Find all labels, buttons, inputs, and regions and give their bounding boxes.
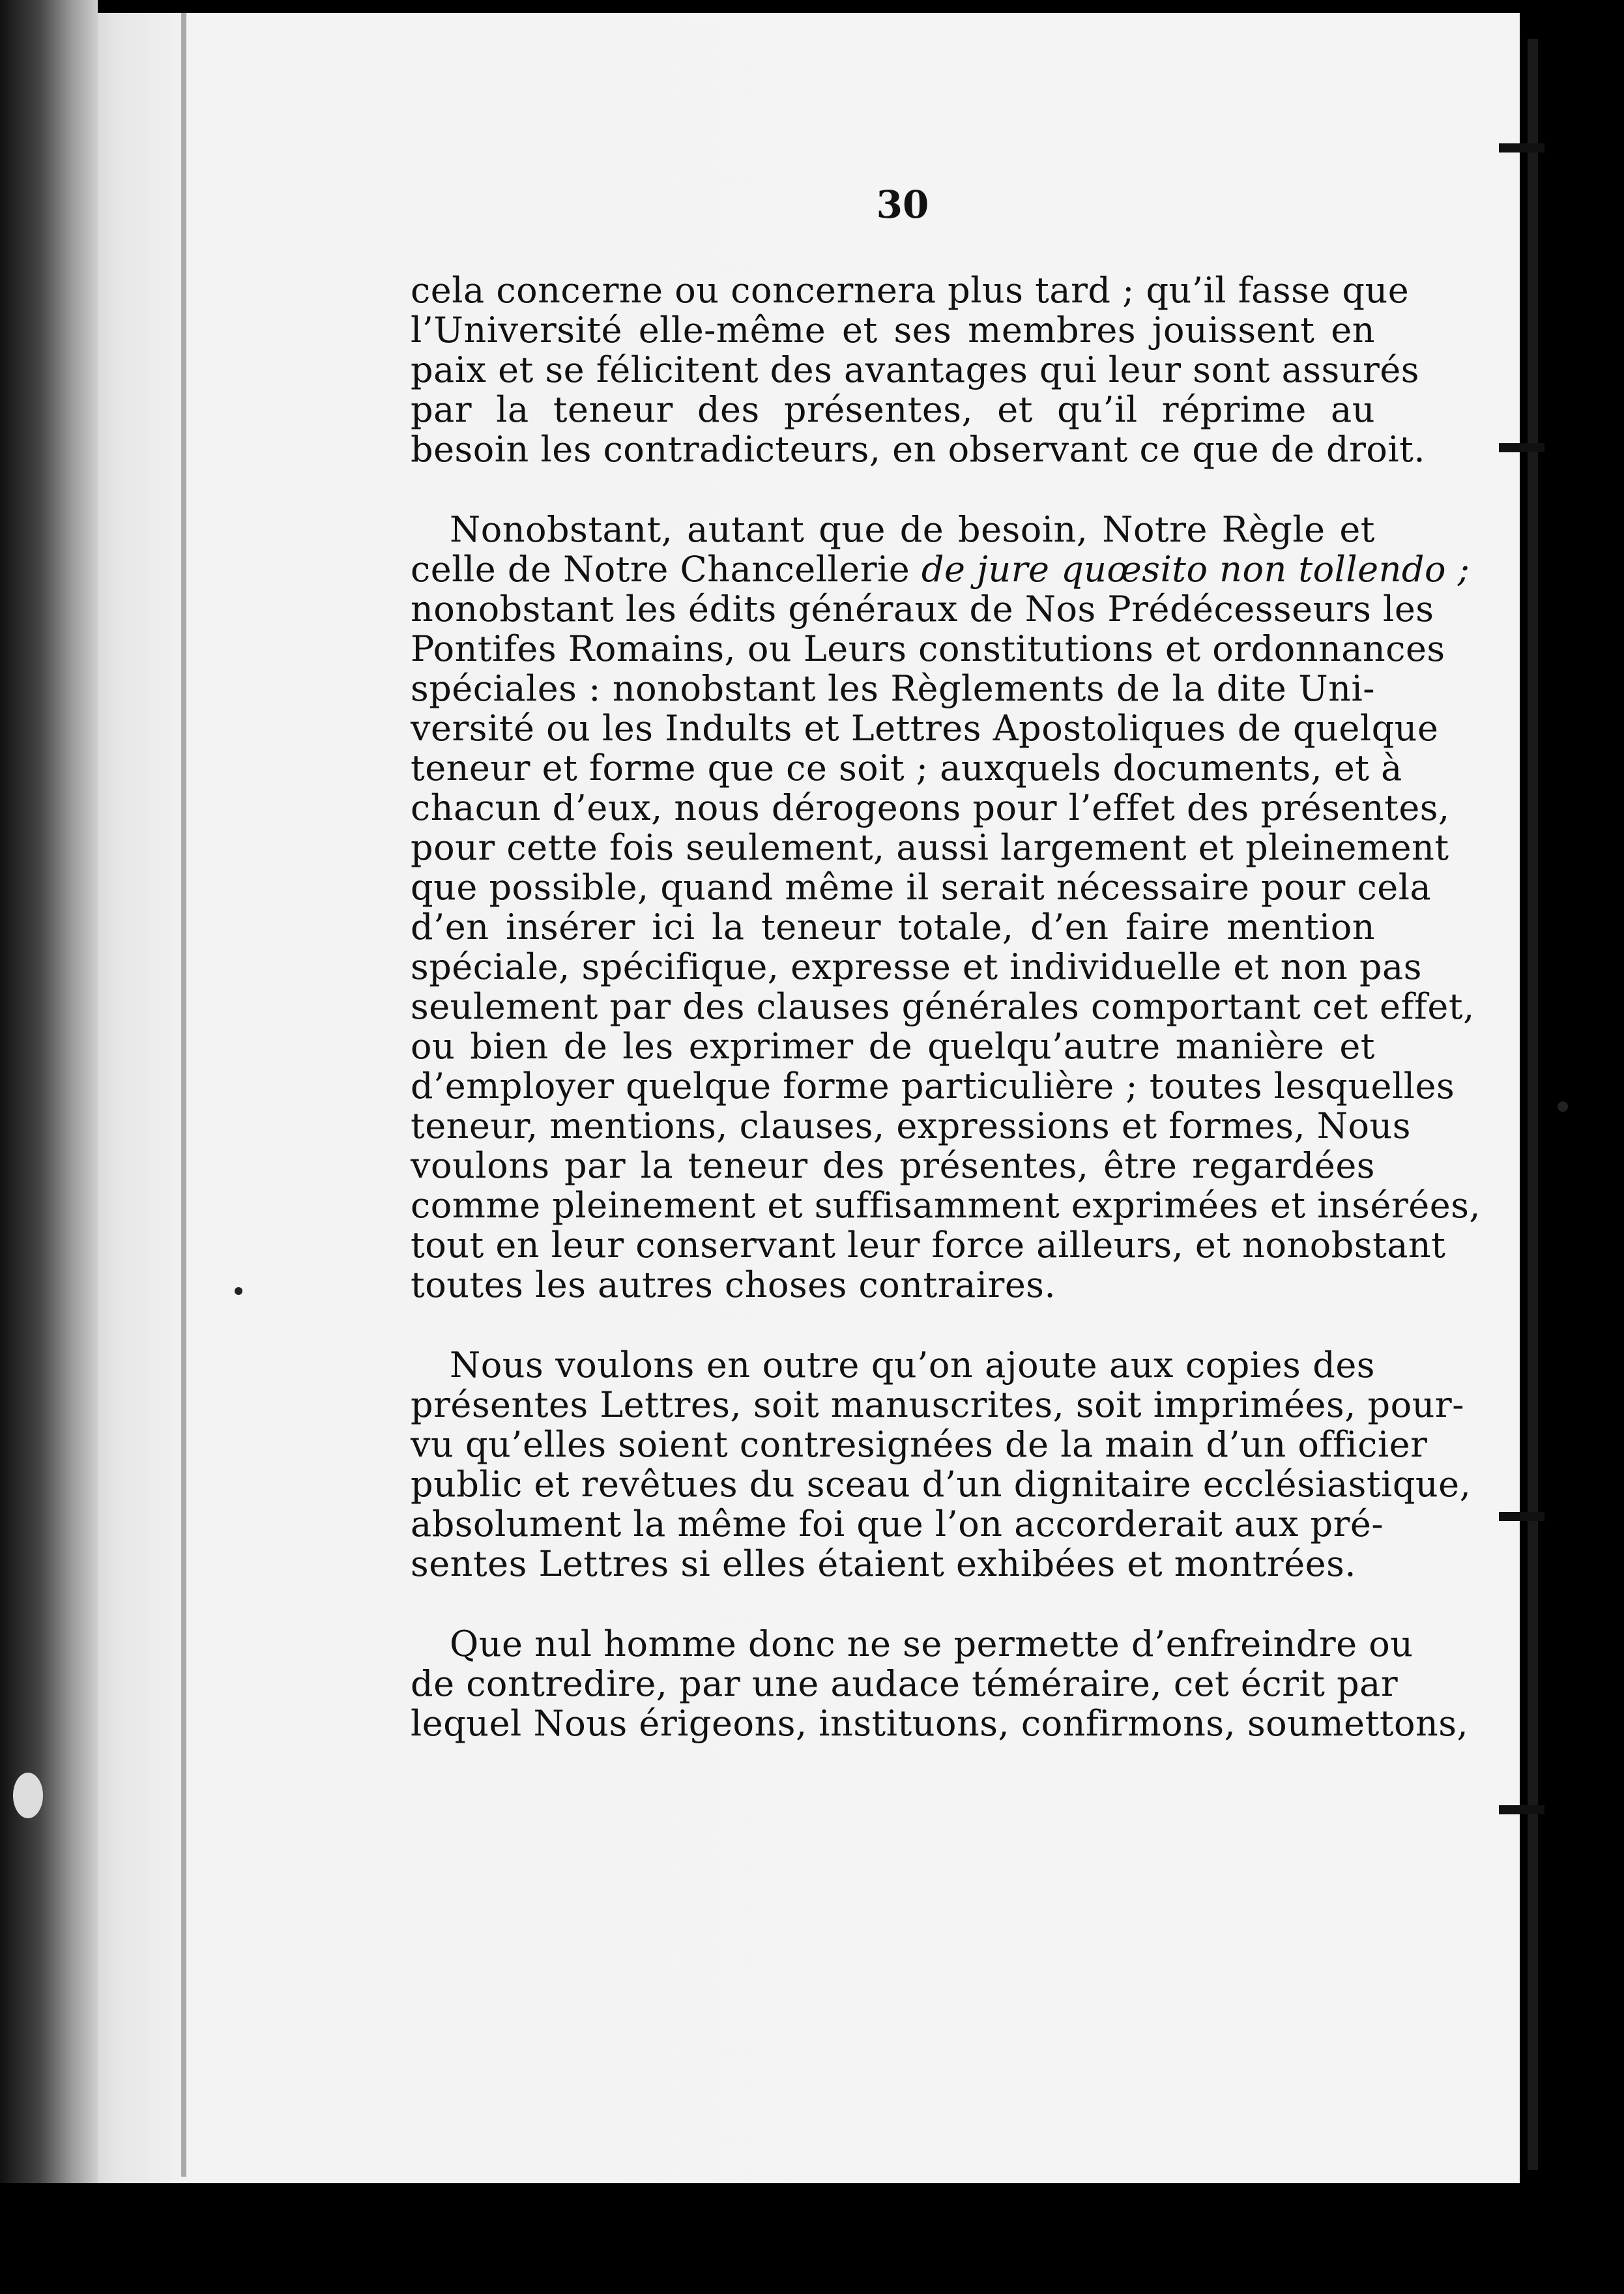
paragraph-2	[411, 509, 1481, 1305]
text-line: de contredire, par une audace téméraire, cet écrit par	[411, 1663, 1399, 1704]
paragraph-4	[411, 1623, 1469, 1744]
text-line: Nous voulons en outre qu’on ajoute aux copies des	[450, 1344, 1375, 1386]
text-line: que possible, quand même il serait nécessaire pour cela	[411, 867, 1432, 908]
paragraph-1	[411, 270, 1426, 470]
binding-stitch-mark	[1499, 1512, 1544, 1521]
paper-tear	[13, 1773, 43, 1818]
text-line: seulement par des clauses générales comportant cet effet,	[411, 986, 1475, 1027]
text-line: d’employer quelque forme particulière ; toutes lesquelles	[411, 1066, 1455, 1107]
ink-speck	[235, 1287, 242, 1295]
page-number: 30	[876, 182, 929, 227]
page-binding-edge	[0, 0, 98, 2183]
text-line: Nonobstant, autant que de besoin, Notre Règle et	[450, 509, 1375, 550]
paragraph-3	[411, 1344, 1472, 1584]
text-line: teneur, mentions, clauses, expressions et formes, Nous	[411, 1105, 1412, 1146]
text-line: pour cette fois seulement, aussi largement et pleinement	[411, 827, 1449, 868]
text-line: public et revêtues du sceau d’un dignitaire ecclésiastique,	[411, 1464, 1472, 1505]
text-line: Pontifes Romains, ou Leurs constitutions et ordonnances	[411, 628, 1445, 669]
text-line: paix et se félicitent des avantages qui leur sont assurés	[411, 349, 1419, 390]
text-line: absolument la même foi que l’on accorderait aux pré-	[411, 1503, 1384, 1545]
text-line-with-italic	[411, 549, 1470, 590]
text-line: versité ou les Indults et Lettres Apostoliques de quelque	[411, 708, 1439, 749]
binding-stitch-mark	[1499, 1805, 1544, 1814]
text-line: l’Université elle-même et ses membres jouissent en	[411, 310, 1375, 351]
text-line: présentes Lettres, soit manuscrites, soit imprimées, pour-	[411, 1384, 1464, 1425]
text-line: Que nul homme donc ne se permette d’enfreindre ou	[450, 1623, 1414, 1664]
text-line: par la teneur des présentes, et qu’il réprime au	[411, 389, 1375, 430]
text-line: nonobstant les édits généraux de Nos Prédécesseurs les	[411, 588, 1434, 630]
text-line: spéciales : nonobstant les Règlements de la dite Uni-	[411, 668, 1375, 709]
ink-speck	[1558, 1101, 1568, 1112]
text-line: lequel Nous érigeons, instituons, confirmons, soumettons,	[411, 1703, 1469, 1744]
latin-phrase: de jure quœsito non tollendo ;	[921, 549, 1470, 590]
text-line: chacun d’eux, nous dérogeons pour l’effet des présentes,	[411, 787, 1450, 828]
text-line: ou bien de les exprimer de quelqu’autre manière et	[411, 1026, 1375, 1067]
text-line: besoin les contradicteurs, en observant ce que de droit.	[411, 429, 1426, 470]
text-line: spéciale, spécifique, expresse et individuelle et non pas	[411, 946, 1422, 987]
text-segment: celle de Notre Chancellerie	[411, 549, 921, 590]
text-line: tout en leur conservant leur force ailleurs, et nonobstant	[411, 1225, 1446, 1266]
scan-bottom-border	[0, 2183, 1624, 2294]
text-line: comme pleinement et suffisamment exprimées et insérées,	[411, 1185, 1481, 1226]
page-fold-line	[1528, 39, 1538, 2170]
text-line: teneur et forme que ce soit ; auxquels documents, et à	[411, 748, 1402, 789]
text-line: d’en insérer ici la teneur totale, d’en faire mention	[411, 907, 1375, 948]
scan-top-border	[0, 0, 1624, 13]
text-line: vu qu’elles soient contresignées de la main d’un officier	[411, 1424, 1428, 1465]
binding-stitch-mark	[1499, 143, 1544, 152]
text-line: toutes les autres choses contraires.	[411, 1264, 1056, 1305]
text-line: sentes Lettres si elles étaient exhibées et montrées.	[411, 1543, 1356, 1584]
text-line: cela concerne ou concernera plus tard ; qu’il fasse que	[411, 270, 1410, 311]
margin-shadow-line	[181, 13, 186, 2177]
body-text	[411, 270, 1481, 1744]
binding-stitch-mark	[1499, 443, 1544, 452]
text-line: voulons par la teneur des présentes, être regardées	[411, 1145, 1375, 1186]
